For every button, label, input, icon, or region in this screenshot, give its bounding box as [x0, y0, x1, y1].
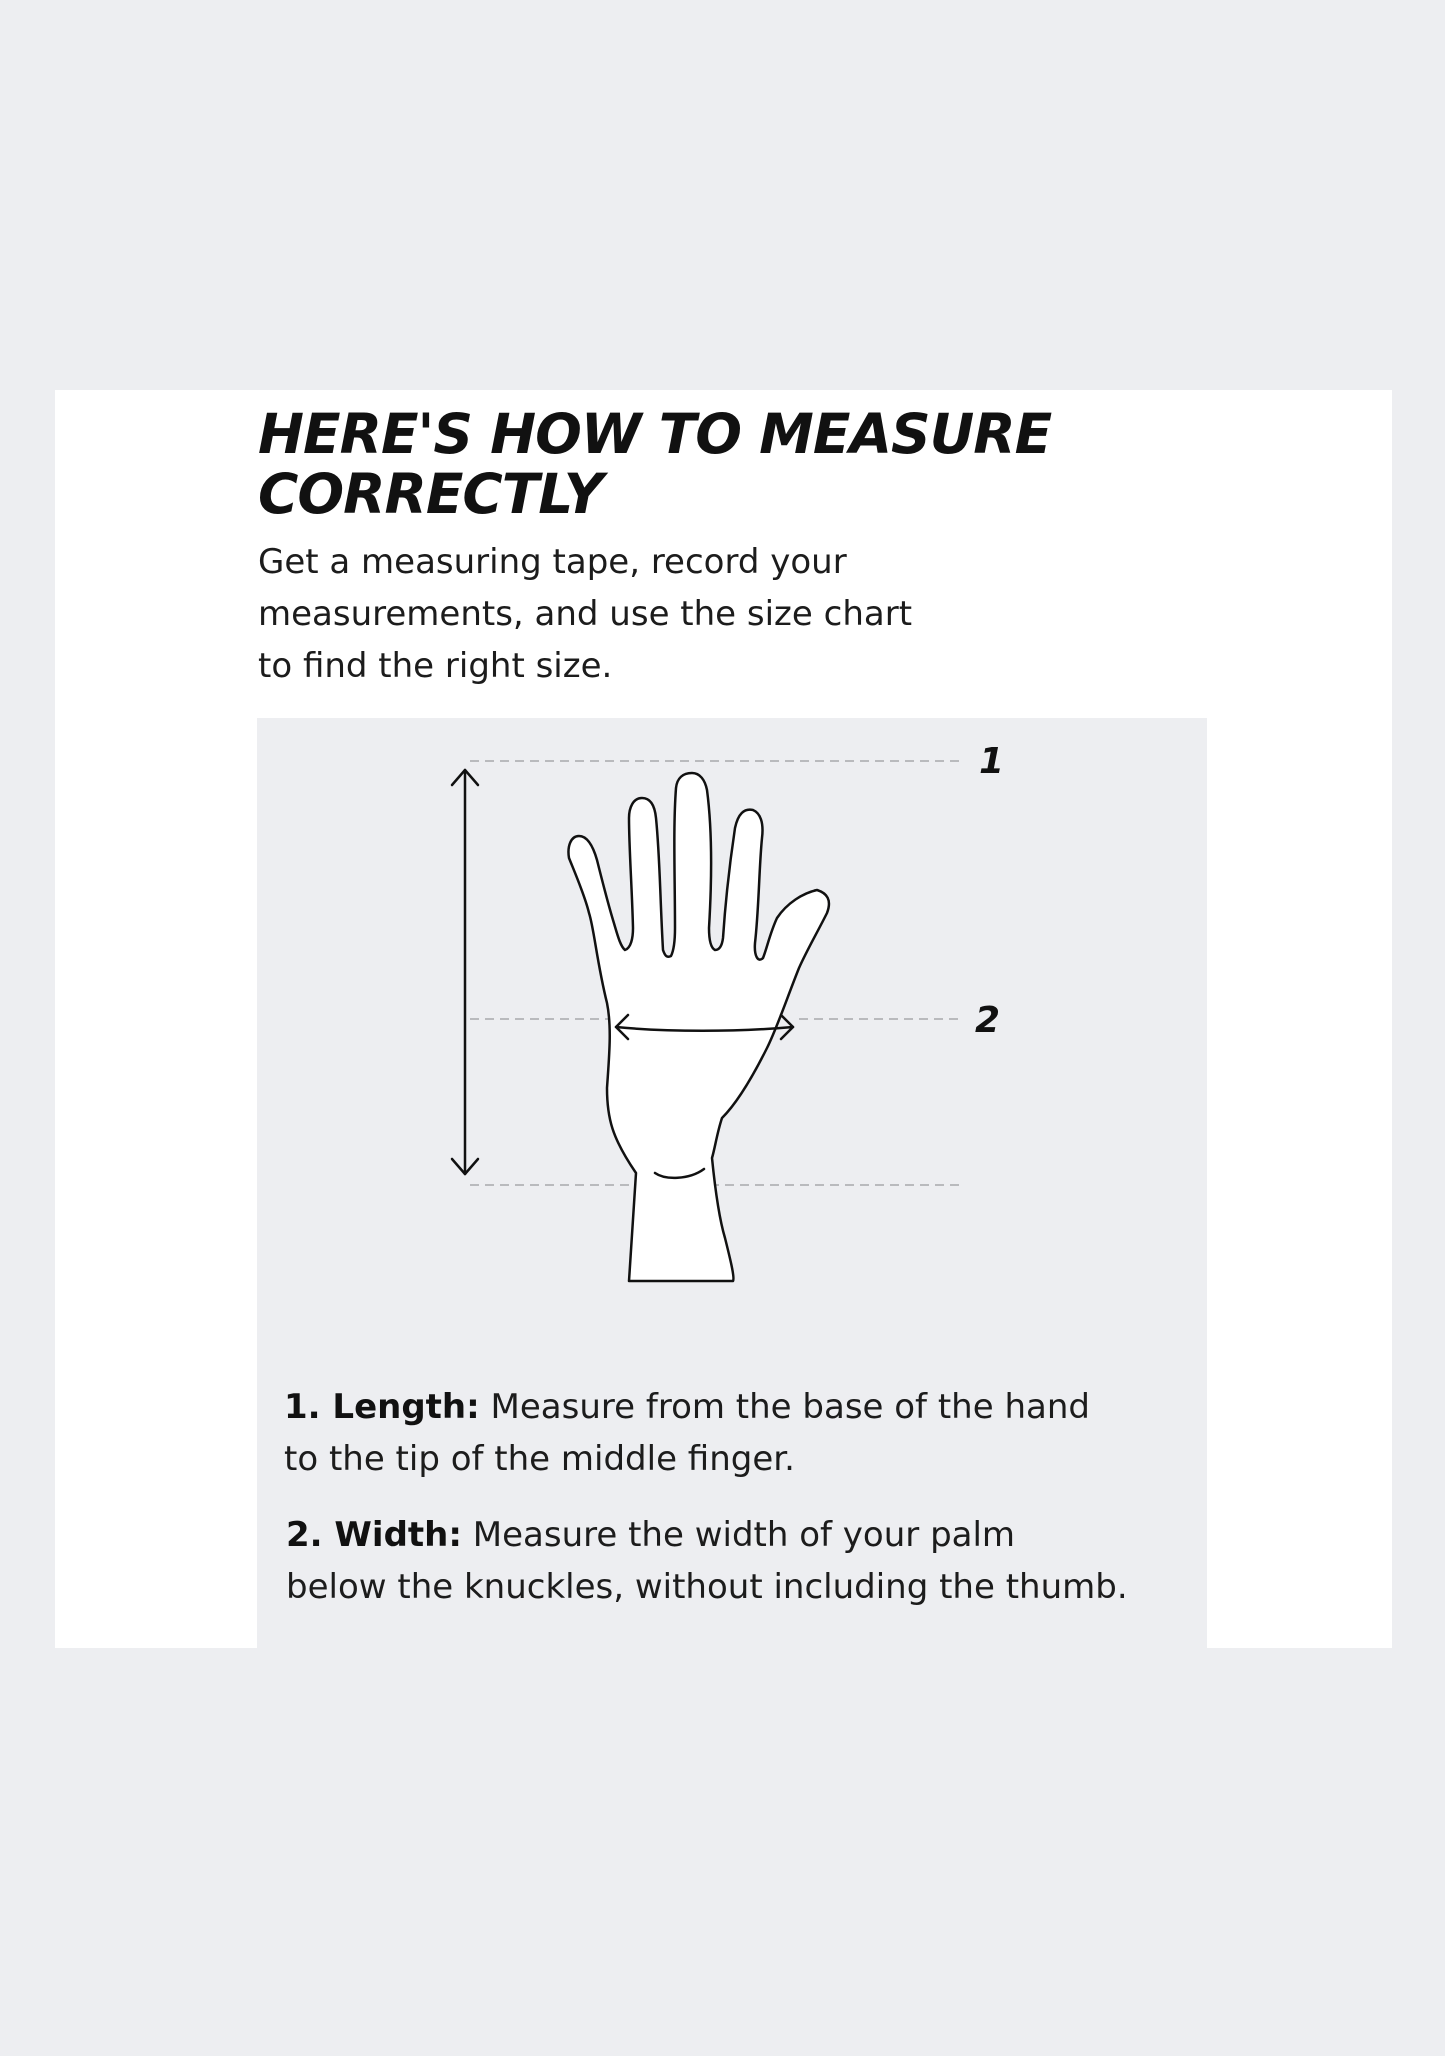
- instruction-length: [284, 1381, 1184, 1485]
- intro-text: [258, 536, 978, 692]
- page-title: [258, 404, 1158, 524]
- instruction-width-text-1: Measure the width of your palm: [461, 1515, 1016, 1555]
- title-line-2: CORRECTLY: [258, 462, 603, 526]
- instruction-length-line-2: to the tip of the middle finger.: [284, 1439, 795, 1479]
- intro-line-3: to find the right size.: [258, 646, 613, 686]
- marker-1: 1: [979, 741, 1005, 782]
- instruction-width-term: 2. Width: [286, 1515, 449, 1555]
- intro-line-1: Get a measuring tape, record your: [258, 542, 847, 582]
- instruction-length-text-1: Measure from the base of the hand: [479, 1387, 1090, 1427]
- instruction-width-separator: :: [448, 1515, 462, 1555]
- instruction-width-line-1: [286, 1509, 1186, 1561]
- instruction-length-term: 1. Length: [284, 1387, 467, 1427]
- hand-measurement-diagram: [257, 718, 1207, 1318]
- intro-line-2: measurements, and use the size chart: [258, 594, 913, 634]
- title-line-1: HERE'S HOW TO MEASURE: [258, 402, 1052, 466]
- instruction-length-separator: :: [466, 1387, 480, 1427]
- marker-2: 2: [975, 1000, 1001, 1041]
- instruction-length-line-1: [284, 1381, 1184, 1433]
- instruction-width-line-2: below the knuckles, without including the thumb.: [286, 1567, 1128, 1607]
- vertical-double-arrow-icon: [452, 770, 478, 1174]
- instruction-width: [286, 1509, 1186, 1613]
